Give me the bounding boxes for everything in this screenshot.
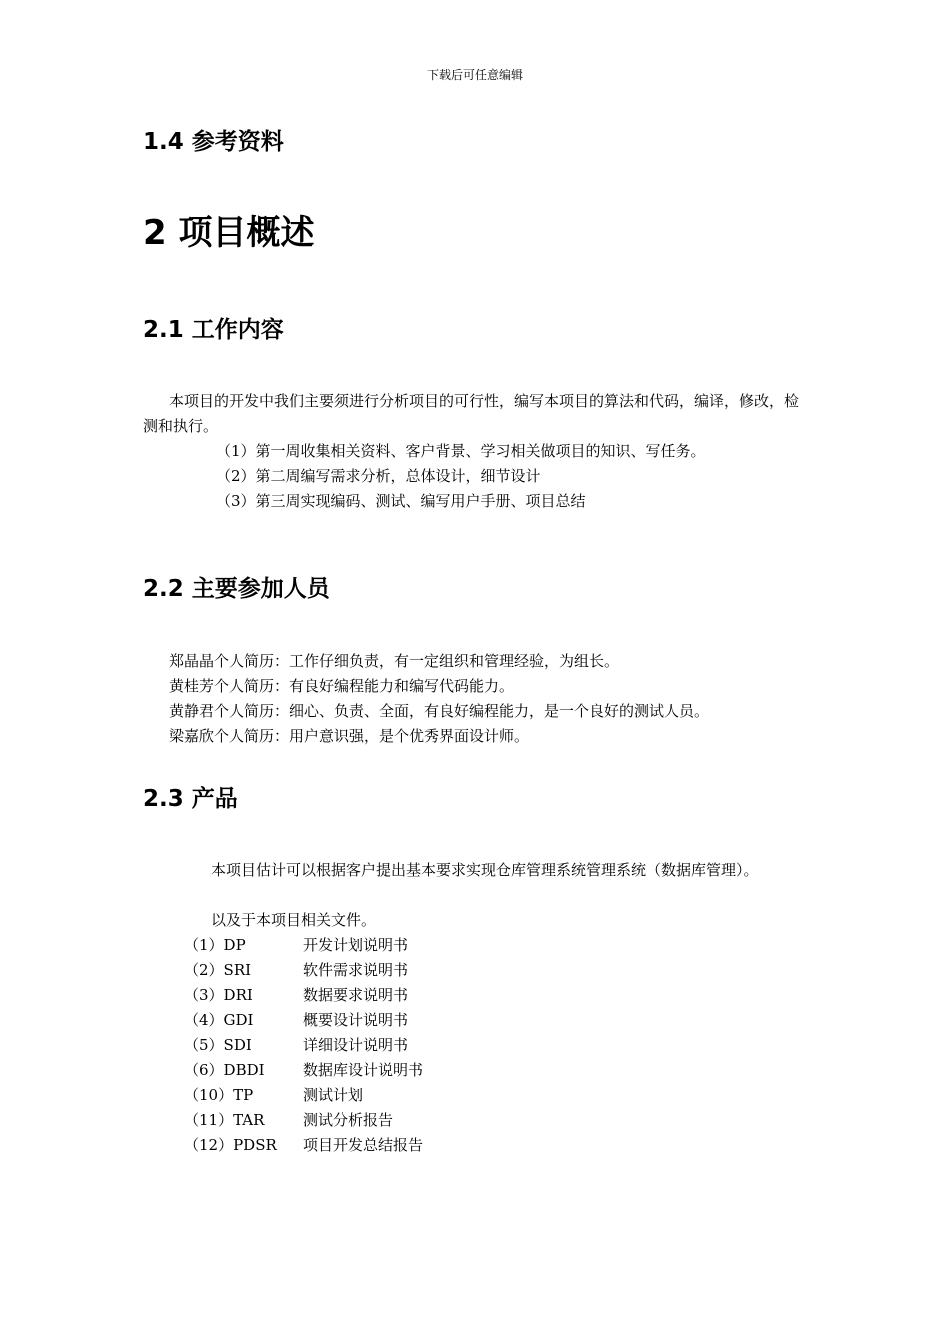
doc-name: 测试计划 — [303, 1086, 364, 1104]
doc-list-row — [184, 1108, 584, 1133]
doc-code: （4）GDI — [184, 1011, 254, 1029]
doc-code: （2）SRI — [184, 961, 252, 979]
heading-2: 2 项目概述 — [143, 213, 315, 253]
page-header: 下载后可任意编辑 — [426, 68, 523, 82]
doc-code: （3）DRI — [184, 986, 253, 1004]
work-item: （3）第三周实现编码、测试、编写用户手册、项目总结 — [216, 492, 586, 510]
doc-list-row — [184, 933, 584, 958]
doc-name: 软件需求说明书 — [303, 961, 409, 979]
doc-name: 开发计划说明书 — [303, 936, 409, 954]
work-item: （2）第二周编写需求分析，总体设计，细节设计 — [216, 467, 541, 485]
heading-2-1: 2.1 工作内容 — [143, 317, 284, 343]
doc-name: 数据库设计说明书 — [303, 1061, 424, 1079]
doc-list-row — [184, 983, 584, 1008]
member-profile: 黄桂芳个人简历：有良好编程能力和编写代码能力。 — [169, 677, 515, 695]
doc-code: （12）PDSR — [184, 1136, 277, 1154]
doc-code: （11）TAR — [184, 1111, 265, 1129]
doc-list-row — [184, 1033, 584, 1058]
doc-code: （10）TP — [184, 1086, 254, 1104]
work-item: （1）第一周收集相关资料、客户背景、学习相关做项目的知识、写任务。 — [216, 442, 706, 460]
doc-code: （5）SDI — [184, 1036, 252, 1054]
heading-2-3: 2.3 产品 — [143, 786, 238, 812]
heading-1-4: 1.4 参考资料 — [143, 129, 284, 155]
heading-2-2: 2.2 主要参加人员 — [143, 576, 330, 602]
member-profile: 梁嘉欣个人简历：用户意识强，是个优秀界面设计师。 — [169, 727, 530, 745]
product-paragraph: 本项目估计可以根据客户提出基本要求实现仓库管理系统管理系统（数据库管理）。 — [211, 861, 759, 879]
doc-name: 概要设计说明书 — [303, 1011, 409, 1029]
doc-code: （1）DP — [184, 936, 246, 954]
doc-list-row — [184, 1058, 584, 1083]
doc-name: 项目开发总结报告 — [303, 1136, 424, 1154]
doc-name: 数据要求说明书 — [303, 986, 409, 1004]
work-content-paragraph: 本项目的开发中我们主要须进行分析项目的可行性，编写本项目的算法和代码，编译，修改，检测和执行。 — [143, 392, 800, 435]
doc-name: 测试分析报告 — [303, 1111, 394, 1129]
product-intro: 以及于本项目相关文件。 — [211, 911, 377, 929]
member-profile: 郑晶晶个人简历：工作仔细负责，有一定组织和管理经验，为组长。 — [169, 652, 620, 670]
doc-list-row — [184, 1133, 584, 1158]
doc-list-row — [184, 958, 584, 983]
doc-list-row — [184, 1083, 584, 1108]
doc-list-row — [184, 1008, 584, 1033]
doc-code: （6）DBDI — [184, 1061, 265, 1079]
doc-name: 详细设计说明书 — [303, 1036, 409, 1054]
member-profile: 黄静君个人简历：细心、负责、全面，有良好编程能力，是一个良好的测试人员。 — [169, 702, 710, 720]
